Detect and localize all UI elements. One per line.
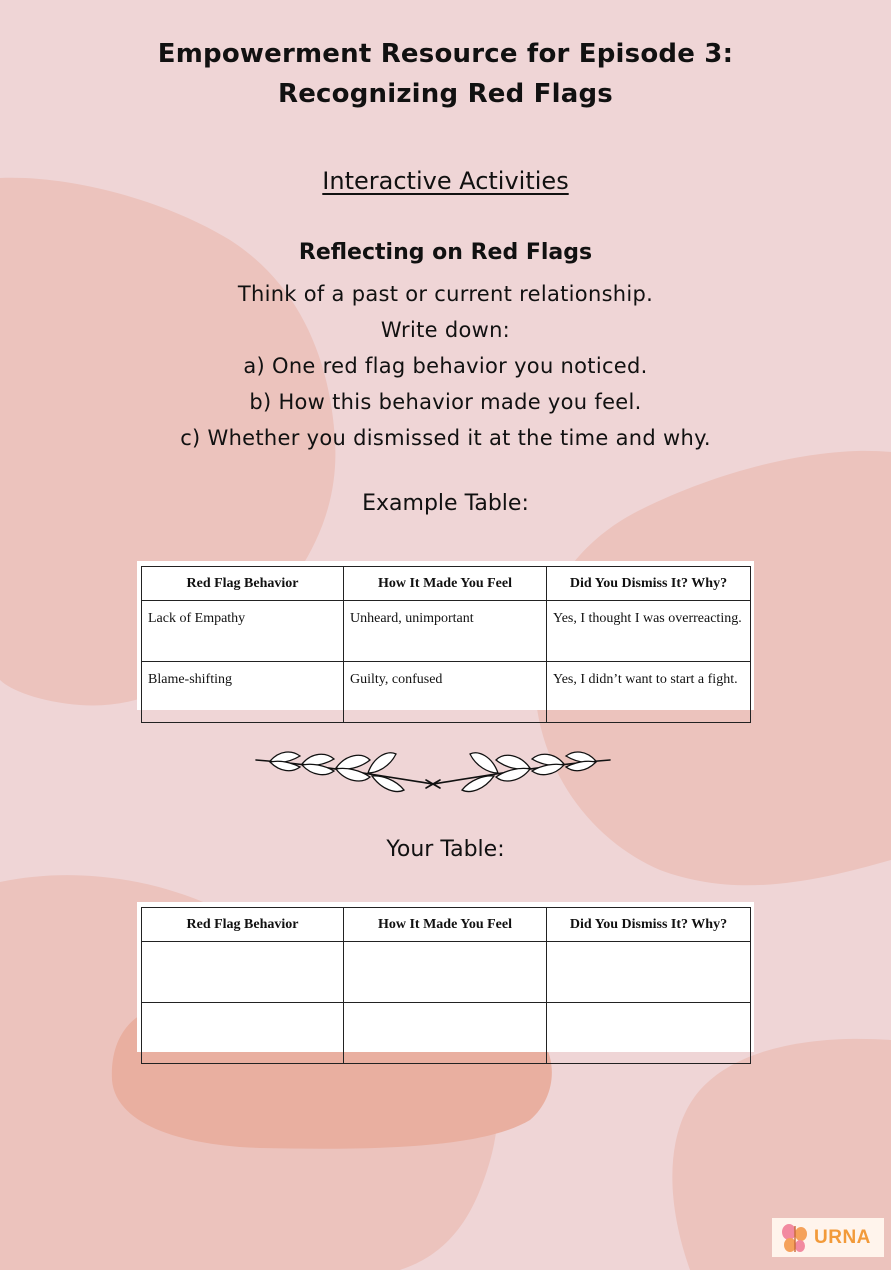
instruction-line: Write down: <box>380 318 511 342</box>
table-row <box>142 1003 751 1064</box>
column-header: Red Flag Behavior <box>142 908 344 942</box>
table-cell: Unheard, unimportant <box>344 601 547 662</box>
your-table-card <box>137 902 754 1052</box>
butterfly-icon <box>780 1222 810 1254</box>
table-row <box>142 942 751 1003</box>
table-cell[interactable] <box>547 942 751 1003</box>
laurel-divider-icon <box>250 740 616 802</box>
table-cell: Lack of Empathy <box>142 601 344 662</box>
activity-title: Reflecting on Red Flags <box>298 240 593 265</box>
table-cell[interactable] <box>344 1003 547 1064</box>
instruction-line: c) Whether you dismissed it at the time and why. <box>180 426 711 450</box>
example-table-label: Example Table: <box>362 491 529 516</box>
table-cell: Yes, I didn’t want to start a fight. <box>547 662 751 723</box>
table-row <box>142 601 751 662</box>
table-header-row <box>142 908 751 942</box>
instruction-line: Think of a past or current relationship. <box>237 282 654 306</box>
table-cell[interactable] <box>142 942 344 1003</box>
page-title-line2: Recognizing Red Flags <box>277 79 613 109</box>
column-header: Red Flag Behavior <box>142 567 344 601</box>
urna-logo <box>772 1218 884 1257</box>
example-table <box>141 566 751 723</box>
column-header: Did You Dismiss It? Why? <box>547 567 751 601</box>
page-title-line1: Empowerment Resource for Episode 3: <box>157 39 734 69</box>
table-cell: Yes, I thought I was overreacting. <box>547 601 751 662</box>
table-cell: Blame-shifting <box>142 662 344 723</box>
table-cell[interactable] <box>547 1003 751 1064</box>
your-table-label: Your Table: <box>386 837 505 862</box>
activity-instructions <box>0 276 891 456</box>
table-cell[interactable] <box>142 1003 344 1064</box>
your-table <box>141 907 751 1064</box>
table-cell: Guilty, confused <box>344 662 547 723</box>
instruction-line: b) How this behavior made you feel. <box>249 390 642 414</box>
table-row <box>142 662 751 723</box>
table-cell[interactable] <box>344 942 547 1003</box>
section-heading: Interactive Activities <box>322 167 569 195</box>
table-header-row <box>142 567 751 601</box>
column-header: Did You Dismiss It? Why? <box>547 908 751 942</box>
logo-text: URNA <box>814 1226 871 1248</box>
instruction-line: a) One red flag behavior you noticed. <box>243 354 648 378</box>
column-header: How It Made You Feel <box>344 567 547 601</box>
page-title <box>0 34 891 114</box>
column-header: How It Made You Feel <box>344 908 547 942</box>
example-table-card <box>137 561 754 710</box>
